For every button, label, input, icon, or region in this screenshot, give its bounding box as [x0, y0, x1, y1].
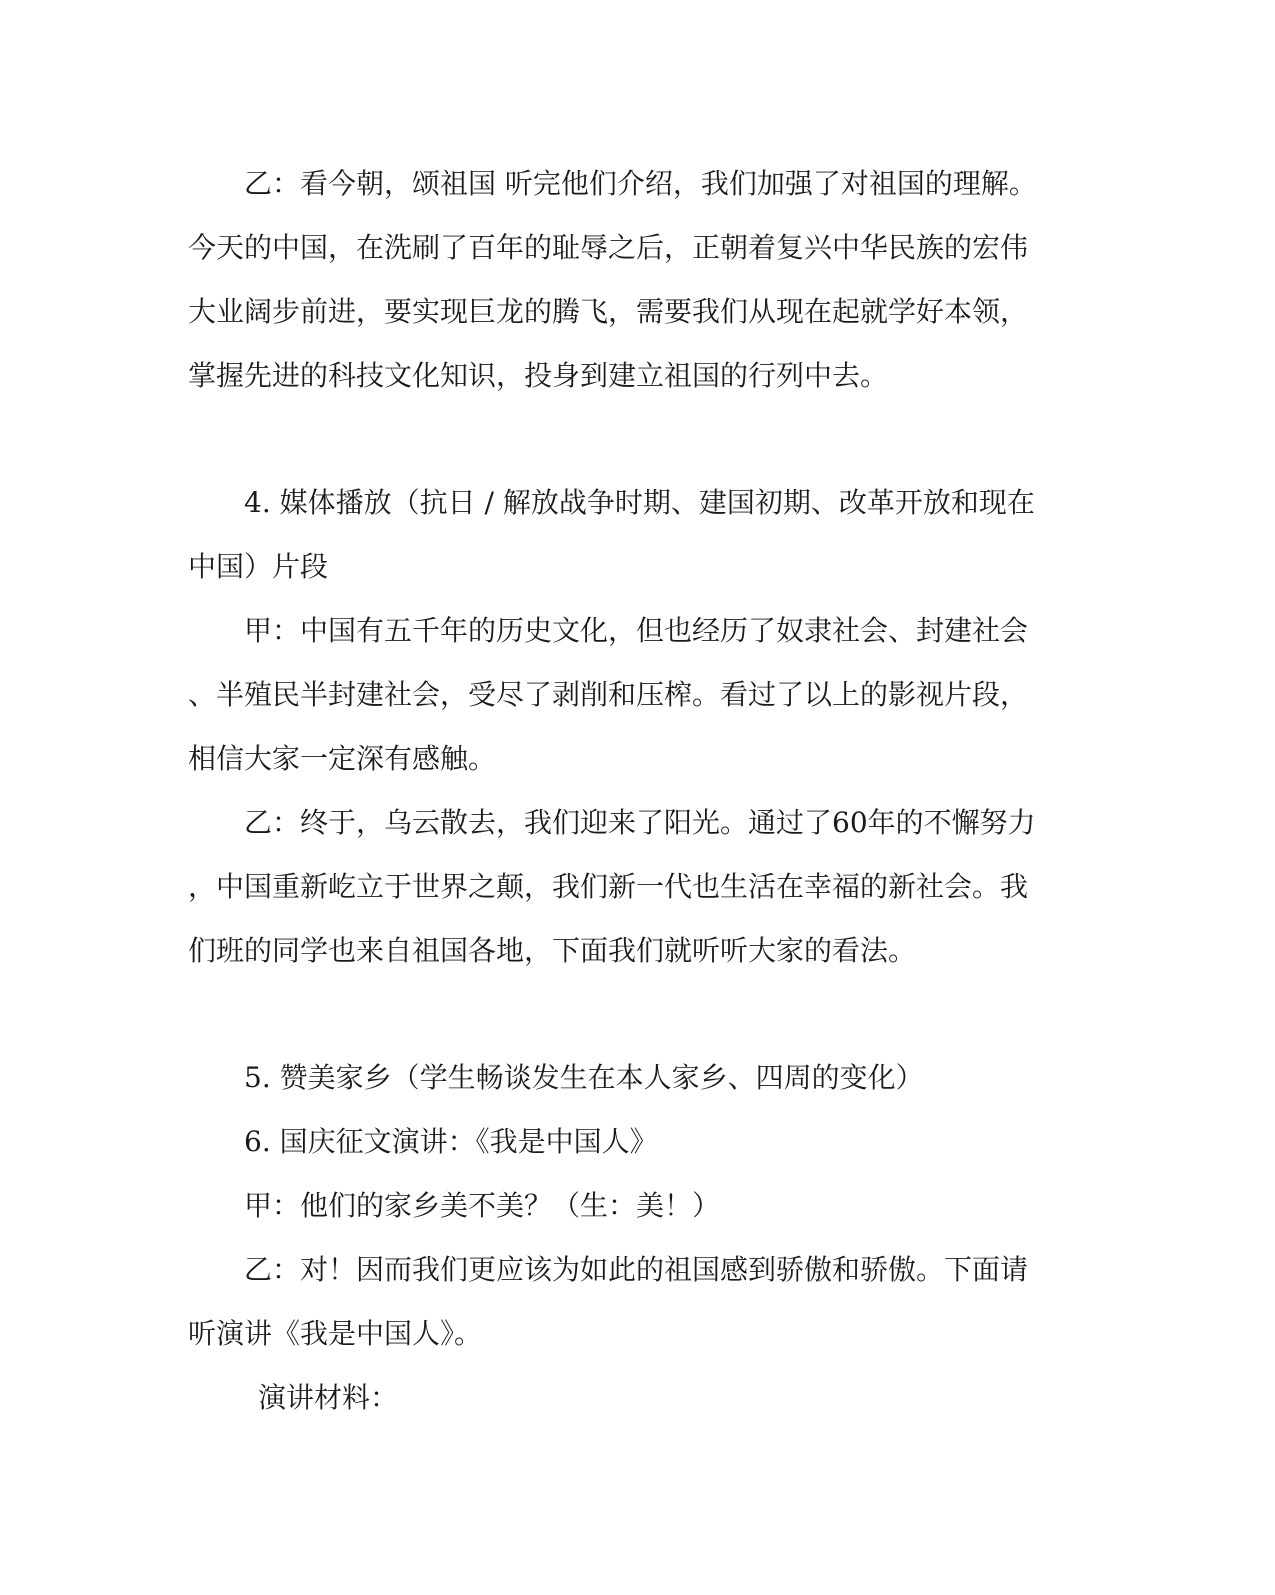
- paragraph-line: 乙：对！因而我们更应该为如此的祖国感到骄傲和骄傲。下面请: [244, 1253, 1029, 1286]
- paragraph-line: 掌握先进的科技文化知识，投身到建立祖国的行列中去。: [188, 359, 889, 392]
- paragraph-line: 相信大家一定深有感触。: [188, 742, 497, 775]
- section-heading-line: 6. 国庆征文演讲：《我是中国人》: [244, 1125, 658, 1158]
- paragraph-line: 演讲材料：: [258, 1381, 399, 1414]
- paragraph-line: 、半殖民半封建社会，受尽了剥削和压榨。看过了以上的影视片段，: [188, 678, 1029, 711]
- paragraph-line: 大业阔步前进，要实现巨龙的腾飞，需要我们从现在起就学好本领，: [188, 295, 1029, 328]
- section-heading-line: 5. 赞美家乡（学生畅谈发生在本人家乡、四周的变化）: [244, 1061, 924, 1094]
- paragraph-line: 甲：他们的家乡美不美？（生：美！）: [244, 1189, 721, 1222]
- paragraph-line: 乙：终于，乌云散去，我们迎来了阳光。通过了60年的不懈努力: [244, 806, 1036, 839]
- paragraph-line: 今天的中国，在洗刷了百年的耻辱之后，正朝着复兴中华民族的宏伟: [188, 231, 1029, 264]
- section-heading-line: 中国）片段: [188, 550, 329, 583]
- paragraph-line: 乙：看今朝，颂祖国 听完他们介绍，我们加强了对祖国的理解。: [244, 167, 1037, 200]
- paragraph-line: 们班的同学也来自祖国各地，下面我们就听听大家的看法。: [188, 934, 917, 967]
- paragraph-line: 听演讲《我是中国人》。: [188, 1317, 483, 1350]
- section-heading-line: 4. 媒体播放（抗日 / 解放战争时期、建国初期、改革开放和现在: [244, 486, 1035, 519]
- paragraph-line: ，中国重新屹立于世界之颠，我们新一代也生活在幸福的新社会。我: [188, 870, 1029, 903]
- paragraph-line: 甲：中国有五千年的历史文化，但也经历了奴隶社会、封建社会: [244, 614, 1029, 647]
